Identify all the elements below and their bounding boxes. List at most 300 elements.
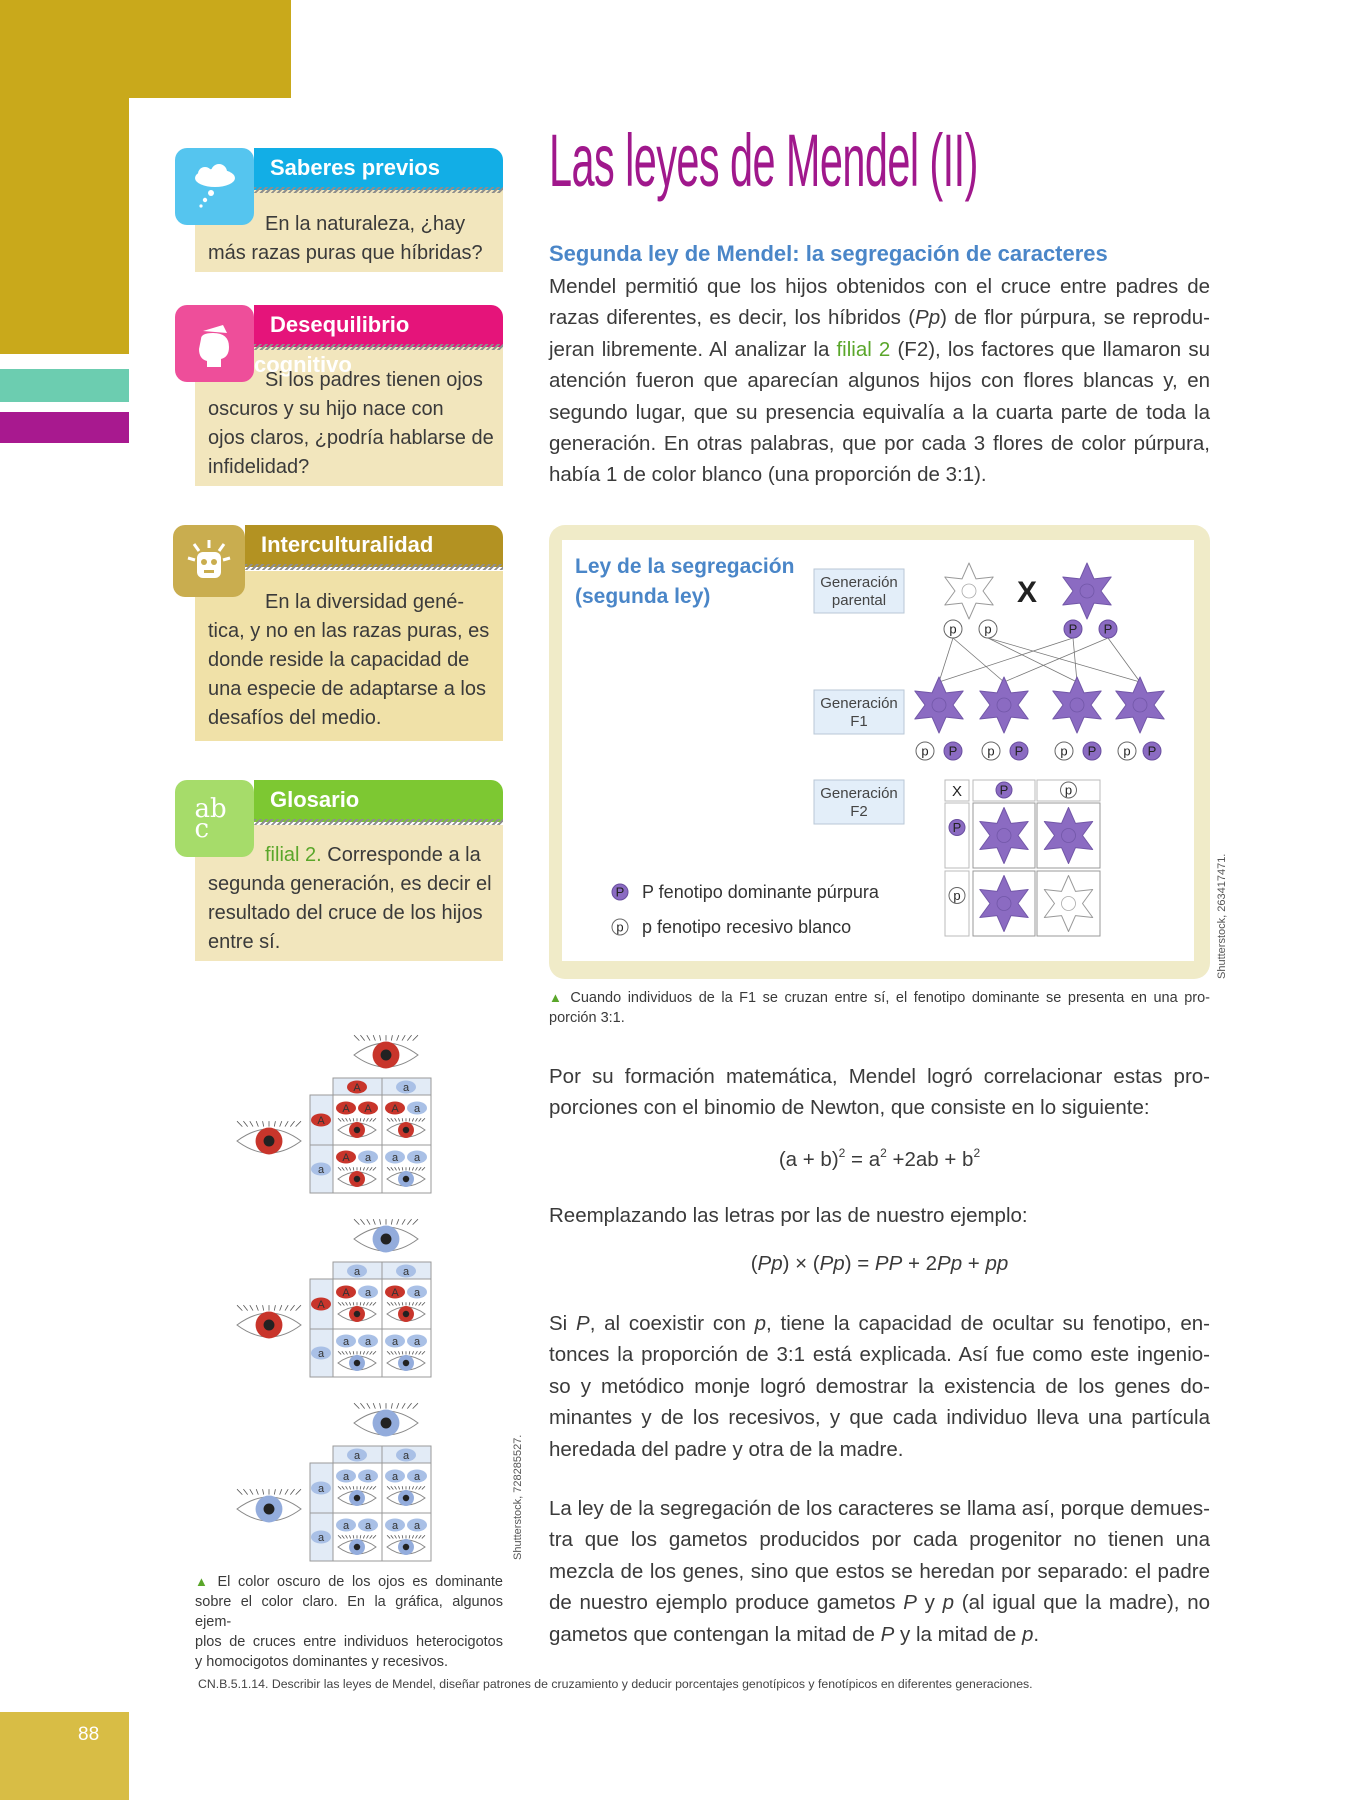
- text-segment: p: [1021, 1622, 1034, 1646]
- allele-letter: a: [364, 1336, 372, 1348]
- eyelash: [354, 1403, 359, 1408]
- allele-letter: a: [413, 1152, 421, 1164]
- allele-letter: p: [953, 888, 961, 903]
- eyelash: [285, 1305, 288, 1310]
- text-segment: heredada del padre y otra de la madre.: [549, 1437, 904, 1461]
- eyelash: [360, 1035, 364, 1040]
- text-segment: Reemplazando las letras por las de nuestro ejemplo:: [549, 1204, 1028, 1227]
- dark-eye-icon: [354, 1035, 418, 1068]
- pupil: [403, 1495, 409, 1501]
- text-segment: Pp: [757, 1252, 783, 1275]
- allele-letter: a: [317, 1483, 325, 1495]
- text-line: [208, 239, 498, 268]
- eyelash: [243, 1121, 247, 1126]
- text-line: [208, 870, 498, 899]
- recessive-allele-badge: [1055, 742, 1073, 760]
- allele-letter: a: [402, 1450, 410, 1462]
- eyelash: [397, 1403, 399, 1408]
- desequilibrio-header: [254, 305, 503, 377]
- eyelash: [263, 1489, 264, 1494]
- text-line: [549, 1339, 1210, 1370]
- eyelash: [391, 1219, 392, 1224]
- allele-letter: p: [1060, 743, 1068, 759]
- text-segment: 2: [973, 1146, 981, 1160]
- text-segment: Por su formación matemática, Mendel logró correlacionar estas pro-: [549, 1065, 1210, 1088]
- text-line: [549, 302, 1210, 333]
- purple-flower-icon: [1063, 563, 1111, 619]
- allele-letter: p: [987, 743, 995, 759]
- text-line: [208, 424, 498, 453]
- glossary-term: filial 2.: [265, 844, 322, 866]
- pupil: [264, 1136, 275, 1147]
- allele-letter: a: [317, 1532, 325, 1544]
- eyelash: [296, 1489, 301, 1494]
- text-line: [549, 1524, 1210, 1555]
- eyelash: [360, 1219, 364, 1224]
- allele-letter: a: [317, 1348, 325, 1360]
- text-segment: P: [576, 1312, 590, 1335]
- allele-letter: P: [1087, 743, 1097, 759]
- allele-letter: A: [353, 1082, 361, 1094]
- allele-letter: a: [413, 1287, 421, 1299]
- text-segment: ) =: [844, 1252, 875, 1275]
- text-segment: 2: [880, 1146, 887, 1160]
- text-line: [208, 646, 498, 675]
- purple-flower-icon: [980, 677, 1028, 733]
- text-line: [549, 271, 1210, 302]
- eyelash: [354, 1035, 359, 1040]
- eyelash: [367, 1219, 370, 1224]
- text-segment: pp: [985, 1252, 1009, 1275]
- eyelash: [367, 1035, 370, 1040]
- paragraph-1: [549, 271, 1210, 491]
- text-segment: entre sí.: [208, 931, 281, 953]
- pupil: [354, 1360, 360, 1366]
- text-line: [549, 1308, 1210, 1339]
- text-segment: Corresponde a la: [321, 844, 481, 866]
- eyelash: [360, 1403, 364, 1408]
- allele-letter: A: [342, 1152, 350, 1164]
- recessive-allele-badge: [944, 620, 962, 638]
- dominant-allele-badge: [1083, 742, 1101, 760]
- text-segment: + 2: [902, 1252, 938, 1275]
- dominant-allele-badge: [996, 782, 1012, 798]
- pupil: [354, 1544, 360, 1550]
- eyelash: [285, 1489, 288, 1494]
- allele-letter: a: [413, 1336, 421, 1348]
- text-segment: minantes y de los recesivos, y que cada individuo lleva una partícula: [549, 1406, 1210, 1430]
- eyelash: [413, 1219, 418, 1224]
- eyelash: [237, 1489, 242, 1494]
- caption-line: sobre el color claro. En la gráfica, algunos ejem-: [195, 1594, 503, 1630]
- eyelash: [296, 1121, 301, 1126]
- dark-eye-icon: [237, 1305, 301, 1338]
- dominant-allele-badge: [612, 884, 628, 900]
- inheritance-line: [939, 638, 953, 682]
- triangle-icon: ▲: [195, 1574, 212, 1589]
- text-segment: (al igual que la madre), no: [954, 1591, 1210, 1615]
- light-eye-icon: [237, 1489, 301, 1522]
- allele-letter: A: [342, 1103, 350, 1115]
- pupil: [381, 1418, 392, 1429]
- pupil: [403, 1311, 409, 1317]
- allele-letter: p: [984, 621, 992, 637]
- eyelash: [250, 1305, 253, 1310]
- purple-flower-icon: [1116, 677, 1164, 733]
- purple-flower-icon: [1053, 677, 1101, 733]
- eyelash: [237, 1121, 242, 1126]
- generation-label: F1: [850, 713, 868, 730]
- text-segment: resultado del cruce de los hijos: [208, 902, 483, 924]
- text-segment: , al coexistir con: [589, 1312, 755, 1335]
- text-line: [208, 617, 498, 646]
- text-line: [208, 928, 498, 957]
- eyelash: [373, 1403, 375, 1408]
- page-number: 88: [78, 1724, 100, 1745]
- eyelash: [397, 1035, 399, 1040]
- eyelash: [367, 1403, 370, 1408]
- text-line: [208, 588, 498, 617]
- glosario-title: Glosario: [270, 787, 360, 812]
- eyelash: [280, 1121, 282, 1126]
- formula-binomial: [549, 1138, 1210, 1175]
- text-line: [208, 395, 498, 424]
- eyelash: [407, 1403, 411, 1408]
- segregation-diagram: [562, 540, 1194, 961]
- text-line: [208, 675, 498, 704]
- allele-letter: a: [391, 1520, 399, 1532]
- recessive-allele-badge: [1118, 742, 1136, 760]
- curriculum-footer: CN.B.5.1.14. Describir las leyes de Mendel, diseñar patrones de cruzamiento y deducir porcentajes genotípicos y fenotípicos en diferentes generaciones.: [198, 1677, 1033, 1691]
- intercultural-title: Interculturalidad: [261, 532, 434, 557]
- allele-letter: a: [364, 1287, 372, 1299]
- white-flower-icon: [945, 563, 993, 619]
- text-segment: +2ab + b: [886, 1148, 974, 1171]
- allele-letter: a: [413, 1103, 421, 1115]
- allele-letter: A: [317, 1299, 325, 1311]
- eyelash: [243, 1489, 247, 1494]
- text-segment: tonces la proporción de 3:1 está explicada. Así fue como este ingenio-: [549, 1343, 1210, 1367]
- text-line: [549, 1092, 1210, 1123]
- saberes-text: [208, 210, 498, 268]
- eyelash: [380, 1403, 381, 1408]
- text-segment: En la diversidad gené-: [265, 591, 465, 613]
- text-segment: ) × (: [782, 1252, 820, 1275]
- eyelash: [373, 1035, 375, 1040]
- text-segment: segundo lugar, que su presencia equivalía a la cuarta parte de toda la: [549, 400, 1210, 424]
- flower-petals: [1053, 677, 1101, 733]
- desequilibrio-title: Desequilibrio cognitivo: [254, 312, 410, 377]
- diagram-title: Ley de la segregación: [575, 555, 795, 578]
- light-eye-icon: [354, 1219, 418, 1252]
- allele-letter: a: [342, 1471, 350, 1483]
- text-segment: ojos claros, ¿podría hablarse de: [208, 427, 494, 449]
- allele-letter: p: [616, 919, 624, 935]
- allele-letter: a: [413, 1471, 421, 1483]
- recessive-allele-badge: [916, 742, 934, 760]
- text-segment: jeran libremente. Al analizar la: [549, 337, 837, 361]
- text-segment: ) de flor púrpura, se reprodu-: [940, 306, 1211, 330]
- eye-color-punnett-grids: [200, 1030, 460, 1590]
- desequilibrio-text: [208, 366, 498, 482]
- text-segment: y: [916, 1591, 943, 1615]
- section-subtitle: Segunda ley de Mendel: la segregación de caracteres: [549, 241, 1108, 266]
- diagram-caption: [549, 988, 1210, 1028]
- eyelash: [373, 1219, 375, 1224]
- text-line: [549, 334, 1210, 365]
- eyelash: [250, 1121, 253, 1126]
- inheritance-line: [1073, 638, 1077, 682]
- allele-letter: A: [391, 1103, 399, 1115]
- inheritance-line: [939, 638, 1073, 682]
- legend-text: p fenotipo recesivo blanco: [642, 917, 852, 937]
- allele-letter: a: [353, 1450, 361, 1462]
- allele-letter: P: [1103, 621, 1113, 637]
- eyelash: [256, 1305, 258, 1310]
- text-line: [208, 366, 498, 395]
- legend-text: P fenotipo dominante púrpura: [642, 882, 879, 902]
- eye-punnett-grid: [237, 1403, 431, 1561]
- text-line: [208, 841, 498, 870]
- glossary-icon-text: ab c: [194, 793, 227, 844]
- text-segment: donde reside la capacidad de: [208, 649, 470, 671]
- allele-letter: A: [342, 1287, 350, 1299]
- dominant-allele-badge: [1099, 620, 1117, 638]
- glosario-text: [208, 841, 498, 957]
- text-segment: generación. En otras palabras, que por cada 3 flores de color púrpura,: [549, 432, 1210, 456]
- text-line: [549, 397, 1210, 428]
- dominant-allele-badge: [1143, 742, 1161, 760]
- pupil: [403, 1176, 409, 1182]
- glosario-header: [254, 780, 503, 822]
- text-line: [208, 210, 498, 239]
- allele-letter: p: [921, 743, 929, 759]
- text-segment: y la mitad de: [894, 1622, 1022, 1646]
- allele-letter: p: [1064, 782, 1073, 798]
- text-segment: mezcla de los genes, sino que estos se heredan por separado: el padre: [549, 1559, 1210, 1583]
- text-segment: infidelidad?: [208, 456, 310, 478]
- text-line: [208, 453, 498, 482]
- text-segment: P: [903, 1591, 917, 1615]
- eyelash: [413, 1403, 418, 1408]
- intercultural-header: [245, 525, 503, 567]
- sun-face-icon: [173, 525, 245, 597]
- page-number-band: [0, 1712, 129, 1800]
- eye-punnett-grid: [237, 1035, 431, 1193]
- text-segment: razas diferentes, es decir, los híbridos (: [549, 306, 916, 330]
- recessive-allele-badge: [949, 888, 965, 904]
- eyelash: [263, 1305, 264, 1310]
- text-segment: había 1 de color blanco (una proporción de 3:1).: [549, 463, 987, 487]
- eyelash: [274, 1121, 275, 1126]
- text-line: [549, 365, 1210, 396]
- allele-letter: a: [391, 1471, 399, 1483]
- text-segment: Si: [549, 1312, 576, 1335]
- text-segment: so y metódico monje logró demostrar la existencia de los genes do-: [549, 1374, 1210, 1398]
- pupil: [264, 1320, 275, 1331]
- text-segment: En la naturaleza, ¿hay: [265, 213, 466, 235]
- pupil: [354, 1127, 360, 1133]
- text-segment: tra que los gametos producidos por cada progenitor no tienen una: [549, 1528, 1210, 1552]
- diagram-title: (segunda ley): [575, 585, 711, 608]
- text-segment: (: [750, 1252, 758, 1275]
- text-line: [549, 428, 1210, 459]
- text-segment: segunda generación, es decir el: [208, 873, 492, 895]
- flower-petals: [1116, 677, 1164, 733]
- eyelash: [354, 1219, 359, 1224]
- text-line: [549, 1587, 1210, 1618]
- paragraph-4: [549, 1308, 1210, 1465]
- eyelash: [243, 1305, 247, 1310]
- eyelash: [402, 1219, 405, 1224]
- purple-flower-icon: [915, 677, 963, 733]
- generation-label: Generación: [820, 574, 898, 591]
- text-line: [549, 1556, 1210, 1587]
- generation-label: parental: [831, 592, 887, 609]
- recessive-allele-badge: [612, 919, 628, 935]
- allele-letter: P: [1068, 621, 1078, 637]
- allele-letter: P: [615, 884, 625, 900]
- generation-label: F2: [850, 803, 868, 820]
- pupil: [354, 1495, 360, 1501]
- diagram-credit: Shutterstock, 263417471.: [1216, 853, 1228, 979]
- paragraph-5: [549, 1493, 1210, 1650]
- saberes-header: [254, 148, 503, 190]
- text-segment: p: [754, 1312, 767, 1335]
- caption-line: plos de cruces entre individuos heterocigotos: [195, 1634, 503, 1650]
- paragraph-3: [549, 1200, 1210, 1231]
- eyelash: [285, 1121, 288, 1126]
- text-line: [549, 1493, 1210, 1524]
- allele-letter: a: [364, 1152, 372, 1164]
- text-segment: oscuros y su hijo nace con: [208, 398, 444, 420]
- eyelash: [274, 1305, 275, 1310]
- allele-letter: A: [317, 1115, 325, 1127]
- text-segment: Pp: [819, 1252, 845, 1275]
- text-segment: tica, y no en las razas puras, es: [208, 620, 490, 642]
- segregation-diagram-svg: [562, 540, 1194, 961]
- text-line: [549, 1138, 1210, 1175]
- text-segment: .: [1033, 1622, 1040, 1646]
- allele-letter: a: [353, 1266, 361, 1278]
- allele-letter: a: [413, 1520, 421, 1532]
- dark-eye-icon: [237, 1121, 301, 1154]
- corner-band-top: [0, 0, 291, 98]
- eyelash: [296, 1305, 301, 1310]
- allele-letter: P: [1014, 743, 1024, 759]
- eyelash: [290, 1489, 294, 1494]
- text-segment: = a: [845, 1148, 881, 1171]
- text-line: [549, 1200, 1210, 1231]
- eyes-caption: [195, 1572, 503, 1672]
- text-segment: , tiene la capacidad de ocultar su fenotipo, en-: [766, 1312, 1210, 1335]
- flower-petals: [980, 677, 1028, 733]
- eyelash: [380, 1035, 381, 1040]
- allele-letter: a: [402, 1266, 410, 1278]
- text-line: [549, 1371, 1210, 1402]
- text-segment: PP: [874, 1252, 903, 1275]
- caption-line: y homocigotos dominantes y recesivos.: [195, 1654, 449, 1670]
- allele-letter: a: [342, 1520, 350, 1532]
- text-line: [208, 899, 498, 928]
- text-segment: La ley de la segregación de los caracteres se llama así, porque demues-: [549, 1497, 1210, 1520]
- eyelash: [263, 1121, 264, 1126]
- inheritance-line: [953, 638, 1004, 682]
- text-line: [549, 459, 1210, 490]
- pupil: [354, 1176, 360, 1182]
- recessive-allele-badge: [982, 742, 1000, 760]
- allele-letter: p: [1123, 743, 1131, 759]
- flower-petals: [915, 677, 963, 733]
- magenta-stripe: [0, 412, 129, 443]
- paragraph-2: [549, 1061, 1210, 1124]
- allele-letter: p: [949, 621, 957, 637]
- allele-letter: a: [391, 1152, 399, 1164]
- allele-letter: A: [391, 1287, 399, 1299]
- text-segment: 2: [838, 1146, 846, 1160]
- text-line: [549, 1619, 1210, 1650]
- allele-letter: a: [317, 1164, 325, 1176]
- generation-label: Generación: [820, 785, 898, 802]
- recessive-allele-badge: [979, 620, 997, 638]
- text-segment: (F2), los factores que llamaron su: [890, 337, 1210, 361]
- pupil: [403, 1544, 409, 1550]
- allele-letter: a: [342, 1336, 350, 1348]
- eye-punnett-grid: [237, 1219, 431, 1377]
- grid-header-col: [310, 1463, 333, 1561]
- dominant-allele-badge: [1064, 620, 1082, 638]
- text-segment: de nuestro ejemplo produce gametos: [549, 1591, 904, 1615]
- eyelash: [290, 1121, 294, 1126]
- text-segment: atención fueron que aparecían algunos hijos con flores blancas y, en: [549, 369, 1210, 393]
- pupil: [381, 1234, 392, 1245]
- pupil: [403, 1127, 409, 1133]
- text-segment: (a + b): [778, 1148, 839, 1171]
- teal-stripe: [0, 369, 129, 402]
- caption-line: El color oscuro de los ojos es dominante: [217, 1574, 503, 1590]
- punnett-corner-symbol: X: [951, 783, 963, 800]
- grid-header-col: [310, 1095, 333, 1193]
- allele-letter: a: [402, 1082, 410, 1094]
- inheritance-line: [1108, 638, 1140, 682]
- dominant-allele-badge: [944, 742, 962, 760]
- eyelash: [290, 1305, 294, 1310]
- eyelash: [413, 1035, 418, 1040]
- eyelash: [237, 1305, 242, 1310]
- text-segment: una especie de adaptarse a los: [208, 678, 486, 700]
- cross-symbol: X: [1016, 576, 1038, 609]
- side-band: [0, 98, 129, 354]
- text-segment: Pp: [915, 306, 941, 330]
- pupil: [403, 1360, 409, 1366]
- caption-line: porción 3:1.: [549, 1010, 625, 1026]
- eyelash: [280, 1305, 282, 1310]
- eyelash: [407, 1035, 411, 1040]
- caption-line: Cuando individuos de la F1 se cruzan entre sí, el fenotipo dominante se presenta en una pro-: [570, 990, 1210, 1006]
- light-eye-icon: [354, 1403, 418, 1436]
- text-segment: +: [962, 1252, 986, 1275]
- generation-label: Generación: [820, 695, 898, 712]
- dominant-allele-badge: [949, 820, 965, 836]
- pupil: [354, 1311, 360, 1317]
- eyelash: [407, 1219, 411, 1224]
- triangle-icon: ▲: [549, 990, 565, 1005]
- eyelash: [397, 1219, 399, 1224]
- allele-letter: P: [948, 743, 958, 759]
- text-segment: porciones con el binomio de Newton, que consiste en lo siguiente:: [549, 1096, 1150, 1120]
- allele-letter: a: [364, 1471, 372, 1483]
- text-segment: P: [880, 1622, 895, 1646]
